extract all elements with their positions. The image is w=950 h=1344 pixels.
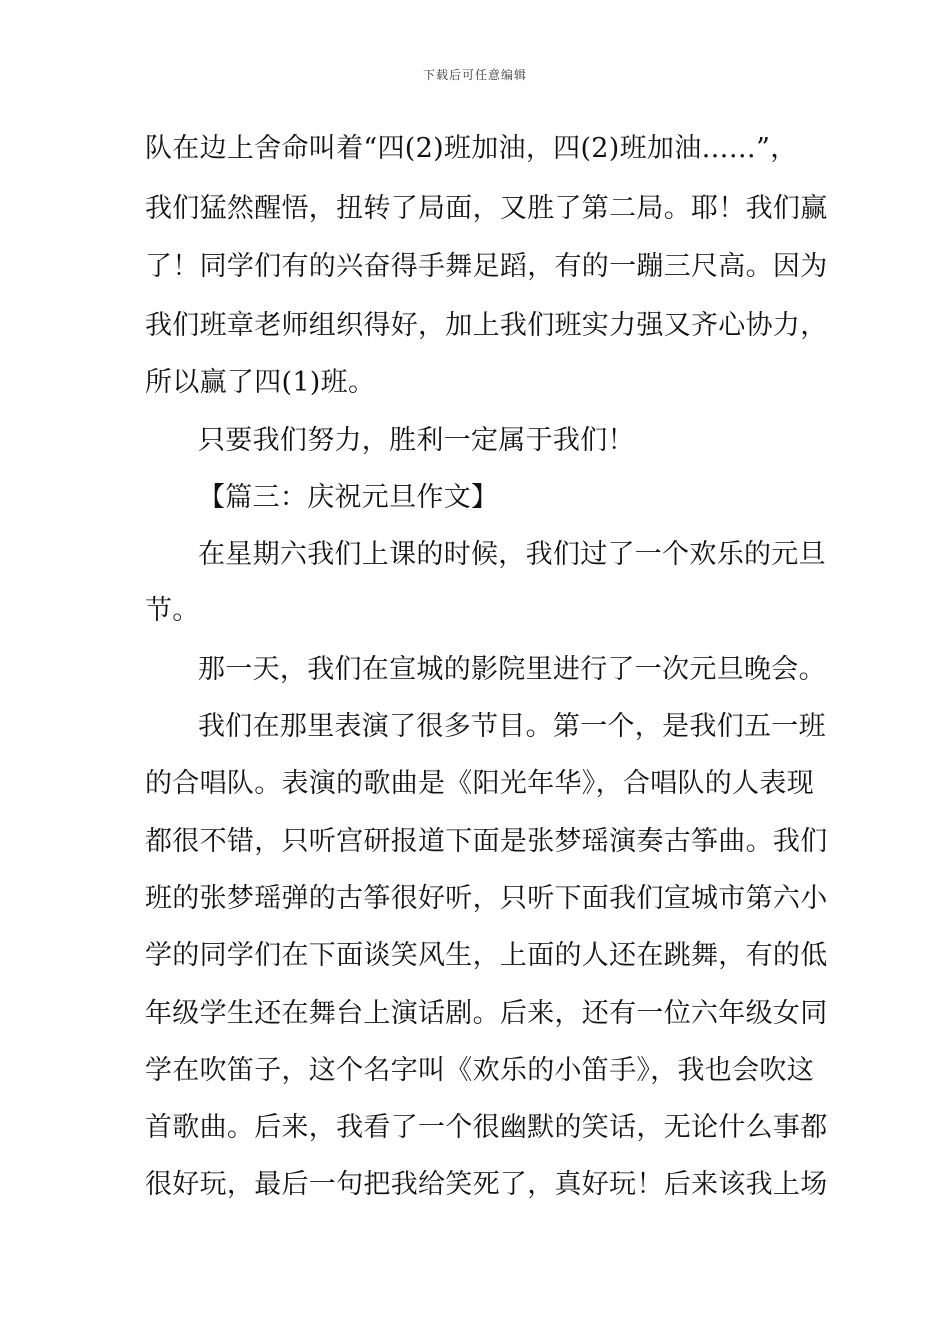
text-line: 都很不错，只听宫研报道下面是张梦瑶演奏古筝曲。我们 xyxy=(145,826,828,857)
text-line: 很好玩，最后一句把我给笑死了，真好玩！后来该我上场 xyxy=(145,1169,828,1200)
text-line: 队在边上舍命叫着“四(2)班加油，四(2)班加油……”， xyxy=(145,133,798,164)
text-line: 节。 xyxy=(145,595,200,626)
header-note: 下载后可任意编辑 xyxy=(422,68,527,82)
text-line: 的合唱队。表演的歌曲是《阳光年华》，合唱队的人表现 xyxy=(145,768,814,799)
text-line: 学的同学们在下面谈笑风生，上面的人还在跳舞，有的低 xyxy=(145,940,828,971)
text-line: 我们猛然醒悟，扭转了局面，又胜了第二局。耶！我们赢 xyxy=(145,193,828,224)
text-line: 年级学生还在舞台上演话剧。后来，还有一位六年级女同 xyxy=(145,998,828,1029)
text-line: 我们班章老师组织得好，加上我们班实力强又齐心协力， xyxy=(145,310,828,341)
text-line: 班的张梦瑶弹的古筝很好听，只听下面我们宣城市第六小 xyxy=(145,883,828,914)
text-line: 只要我们努力，胜利一定属于我们！ xyxy=(198,425,635,456)
text-line: 我们在那里表演了很多节目。第一个，是我们五一班 xyxy=(198,711,826,742)
text-line: 在星期六我们上课的时候，我们过了一个欢乐的元旦 xyxy=(198,539,826,570)
text-line: 学在吹笛子，这个名字叫《欢乐的小笛手》，我也会吹这 xyxy=(145,1055,814,1086)
text-line: 那一天，我们在宣城的影院里进行了一次元旦晚会。 xyxy=(198,654,826,685)
text-line: 所以赢了四(1)班。 xyxy=(145,367,376,398)
text-line: 了！同学们有的兴奋得手舞足蹈，有的一蹦三尺高。因为 xyxy=(145,251,828,282)
section-heading: 【篇三：庆祝元旦作文】 xyxy=(198,482,499,513)
text-line: 首歌曲。后来，我看了一个很幽默的笑话，无论什么事都 xyxy=(145,1112,828,1143)
